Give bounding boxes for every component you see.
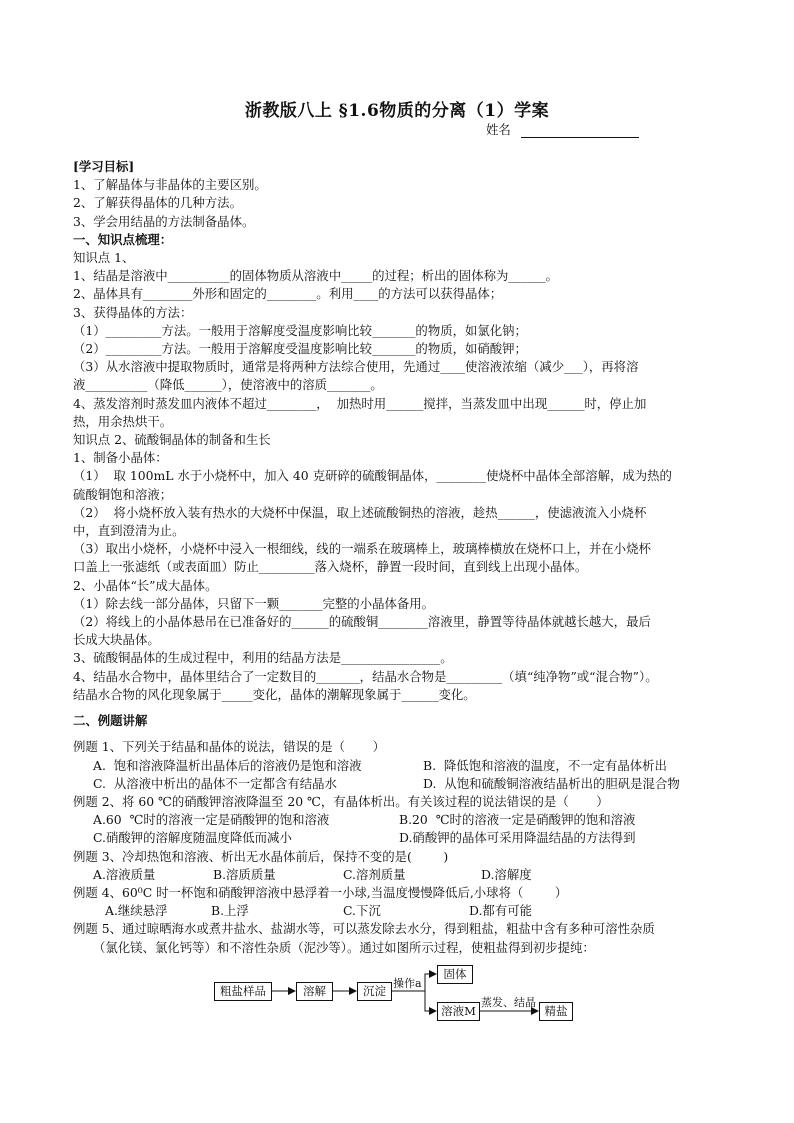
kp2-line: 长成大块晶体。 <box>73 632 160 648</box>
kp1-line: （2）_________方法。一般用于溶解度受温度影响比较_______的物质，如硝酸钾； <box>73 341 527 357</box>
kp2-line: 1、制备小晶体： <box>73 450 168 466</box>
option-d[interactable]: D. 从饱和硫酸铜溶液结晶析出的胆矾是混合物 <box>423 775 680 791</box>
example-2-options-row1 <box>73 811 733 829</box>
kp2-line: 4、结晶水合物中，晶体里结合了一定数目的_______，结晶水合物是_________（填“纯净物”或“混合物”）。 <box>73 668 658 684</box>
kp1-line: 液__________（降低______），使溶液中的溶质_______。 <box>73 377 383 393</box>
option-a[interactable]: A.60 ℃时的溶液一定是硝酸钾的饱和溶液 <box>93 812 330 828</box>
option-c[interactable]: C.溶剂质量 <box>343 866 406 882</box>
kp2-line: （1）除去线一部分晶体，只留下一颗_______完整的小晶体备用。 <box>73 595 435 611</box>
section1-heading: 一、知识点梳理： <box>73 231 173 247</box>
name-blank[interactable] <box>521 123 639 138</box>
goals-heading: [学习目标] <box>73 159 135 174</box>
goal-item: 3、学会用结晶的方法制备晶体。 <box>73 213 255 229</box>
kp1-line: （1）_________方法。一般用于溶解度受温度影响比较_______的物质，如氯化钠； <box>73 322 527 338</box>
kp1-line: （3）从水溶液中提取物质时，通常是将两种方法综合使用，先通过____使溶液浓缩（减少___），再将溶 <box>73 359 639 375</box>
kp1-line: 4、蒸发溶剂时蒸发皿内液体不超过________， 加热时用______搅拌，当蒸发皿中出现______时，停止加 <box>73 395 647 411</box>
kp1-line: 1、结晶是溶液中__________的固体物质从溶液中_____的过程；析出的固体称为______。 <box>73 268 558 284</box>
section2-heading: 二、例题讲解 <box>73 713 148 729</box>
example-1-stem: 例题 1、下列关于结晶和晶体的说法，错误的是（ ） <box>73 739 385 755</box>
example-1-options-row2 <box>73 775 733 793</box>
example-4-stem: 例题 4、60⁰C 时一杯饱和硝酸钾溶液中悬浮着一小球,当温度慢慢降低后,小球将（ ） <box>73 884 568 900</box>
kp2-line: （1） 取 100mL 水于小烧杯中，加入 40 克研碎的硫酸铜晶体，________使烧杯中晶体全部溶解，成为热的 <box>73 468 672 484</box>
kp2-line: 口盖上一张滤纸（或表面皿）防止_________落入烧杯，静置一段时间，直到线上出现小晶体。 <box>73 559 588 575</box>
name-label: 姓名 <box>486 122 511 137</box>
kp1-line: 2、晶体具有________外形和固定的________。利用____的方法可以获得晶体； <box>73 286 503 302</box>
worksheet-body <box>73 158 733 957</box>
option-a[interactable]: A.溶液质量 <box>93 866 156 882</box>
arrow-to-solution <box>425 991 436 1011</box>
kp1-line: 3、获得晶体的方法： <box>73 304 193 320</box>
arrow-to-solid <box>391 974 436 991</box>
box-refined-salt: 精盐 <box>539 1002 573 1021</box>
name-field[interactable] <box>486 120 639 138</box>
kp2-line: 中，直到澄清为止。 <box>73 523 185 539</box>
example-2-stem: 例题 2、将 60 ℃的硝酸钾溶液降温至 20 ℃，有晶体析出。有关该过程的说法错误的是（ ） <box>73 793 609 809</box>
example-5-line2: （氯化镁、氯化钙等）和不溶性杂质（泥沙等）。通过如图所示过程，使粗盐得到初步提纯： <box>93 939 595 955</box>
kp1-title: 知识点 1、 <box>73 250 135 266</box>
kp2-line: （3）取出小烧杯，小烧杯中浸入一根细线，线的一端系在玻璃棒上，玻璃棒横放在烧杯口上，并在小烧杯 <box>73 541 651 557</box>
option-c[interactable]: C.下沉 <box>343 903 381 919</box>
goal-item: 1、了解晶体与非晶体的主要区别。 <box>73 177 267 193</box>
box-dissolve: 溶解 <box>296 982 333 1001</box>
option-a[interactable]: A. 饱和溶液降温析出晶体后的溶液仍是饱和溶液 <box>93 757 362 773</box>
option-d[interactable]: D.溶解度 <box>481 866 532 882</box>
label-evaporate-crystallize: 蒸发、结晶 <box>481 996 536 1009</box>
example-1-options-row1 <box>73 757 733 775</box>
kp1-line: 热，用余热烘干。 <box>73 413 173 429</box>
box-solution-m: 溶液M <box>437 1002 480 1021</box>
box-crude-salt: 粗盐样品 <box>214 982 272 1001</box>
kp2-line: 3、硫酸铜晶体的生成过程中，利用的结晶方法是________________。 <box>73 650 453 666</box>
option-b[interactable]: B.溶质质量 <box>213 866 276 882</box>
kp2-line: 2、小晶体“长”成大晶体。 <box>73 577 218 593</box>
kp2-line: （2）将线上的小晶体悬吊在已准备好的______的硫酸铜________溶液里，静置等待晶体就越长越大，最后 <box>73 614 651 630</box>
example-3-stem: 例题 3、冷却热饱和溶液、析出无水晶体前后，保持不变的是( ) <box>73 848 449 864</box>
option-b[interactable]: B.20 ℃时的溶液一定是硝酸钾的饱和溶液 <box>399 812 636 828</box>
option-b[interactable]: B.上浮 <box>211 903 249 919</box>
option-c[interactable]: C.硝酸钾的溶解度随温度降低而减小 <box>93 830 292 846</box>
kp2-title: 知识点 2、硫酸铜晶体的制备和生长 <box>73 432 271 448</box>
option-c[interactable]: C. 从溶液中析出的晶体不一定都含有结晶水 <box>93 775 337 791</box>
example-2-options-row2 <box>73 829 733 847</box>
kp2-line: 硫酸铜饱和溶液； <box>73 486 173 502</box>
box-solid: 固体 <box>437 965 473 984</box>
example-5-line1: 例题 5、通过晾晒海水或煮井盐水、盐湖水等，可以蒸发除去水分，得到粗盐，粗盐中含有多种可溶性杂质 <box>73 921 655 937</box>
option-b[interactable]: B. 降低饱和溶液的温度，不一定有晶体析出 <box>423 757 667 773</box>
option-d[interactable]: D.都有可能 <box>469 903 532 919</box>
option-a[interactable]: A.继续悬浮 <box>105 903 168 919</box>
box-settle: 沉淀 <box>357 982 392 1001</box>
page-title: 浙教版八上 §1.6物质的分离（1）学案 <box>244 101 550 121</box>
example-4-options <box>73 902 733 920</box>
goal-item: 2、了解获得晶体的几种方法。 <box>73 195 242 211</box>
example-3-options <box>73 866 733 884</box>
label-operation-a: 操作a <box>393 977 422 990</box>
kp2-line: （2） 将小烧杯放入装有热水的大烧杯中保温，取上述硫酸铜热的溶液，趁热______，使滤液流入小烧杯 <box>73 504 647 520</box>
option-d[interactable]: D.硝酸钾的晶体可采用降温结晶的方法得到 <box>399 830 636 846</box>
kp2-line: 结晶水合物的风化现象属于_____变化，晶体的潮解现象属于______变化。 <box>73 686 476 702</box>
